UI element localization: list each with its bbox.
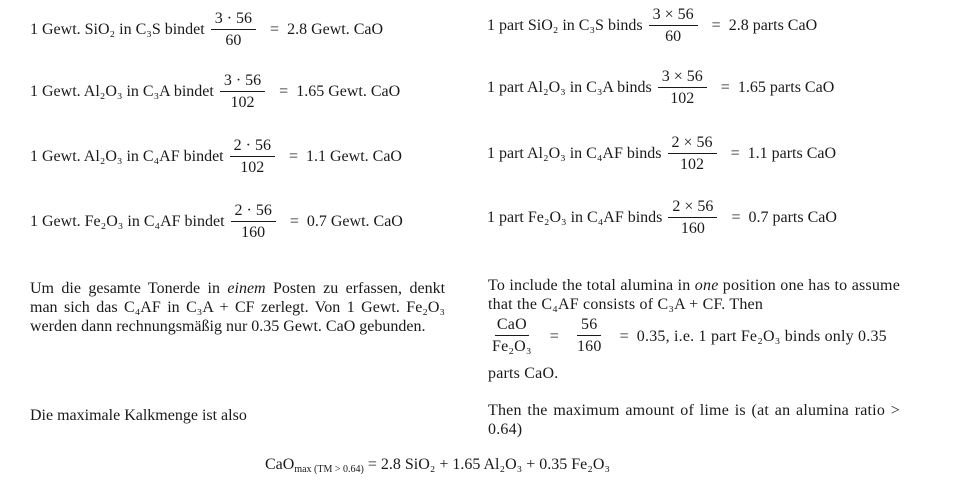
fraction: [649, 6, 698, 46]
paragraph-intro: [488, 276, 900, 314]
fraction-numerator: 2 · 56: [230, 137, 275, 157]
equals-sign: =: [288, 148, 298, 165]
equals-sign: =: [720, 79, 730, 96]
equation-lhs: 1 Gewt. Fe₂O₃ in C₄AF bindet: [30, 213, 225, 230]
paragraph-text-start: Um die gesamte Tonerde in: [30, 280, 228, 297]
equals-sign: =: [711, 17, 721, 34]
equation-lhs: 1 part Al₂O₃ in C₃A binds: [487, 79, 652, 96]
fraction: [211, 10, 256, 50]
fraction-numerator: 2 × 56: [668, 198, 717, 218]
paragraph-last-line: parts CaO.: [488, 365, 559, 382]
equals-sign: =: [731, 209, 741, 226]
equation-result: 1.65 Gewt. CaO: [296, 83, 401, 100]
equation-result: 2.8 parts CaO: [728, 17, 818, 34]
equals-sign: =: [279, 83, 289, 100]
en-max-statement: Then the maximum amount of lime is (at an alumina ratio > 0.64): [488, 402, 900, 438]
equation-result: 1.1 parts CaO: [747, 145, 837, 162]
fraction-denominator: 102: [670, 90, 695, 107]
paragraph-text-start: To include the total alumina in: [488, 277, 695, 294]
fraction-denominator: 160: [680, 220, 705, 237]
fraction-denominator: 60: [225, 32, 242, 49]
paragraph-text-rest: Posten zu erfassen, denkt man sich das C₄AF in C₃A + CF zerlegt. Von 1 Gewt. Fe₂O₃ werden dann rechnungsmäßig nur 0.35 Gewt. CaO gebunden.: [30, 280, 446, 335]
de-equation-3: [30, 137, 402, 177]
en-equation-4: [487, 198, 837, 238]
en-equation-3: [487, 134, 836, 174]
emphasis-word: einem: [227, 280, 266, 297]
fraction: [668, 134, 717, 174]
fraction: [488, 316, 536, 356]
fraction: [658, 68, 707, 108]
final-formula: [265, 456, 610, 474]
fraction-numerator: 3 × 56: [658, 68, 707, 88]
ratio-tail-text: 0.35, i.e. 1 part Fe₂O₃ binds only 0.35: [636, 327, 887, 345]
fraction-denominator: 160: [576, 338, 602, 355]
equals-sign: =: [730, 145, 740, 162]
fraction-numerator: 2 × 56: [668, 134, 717, 154]
emphasis-word: one: [694, 277, 719, 294]
en-equation-1: [487, 6, 817, 46]
fraction-numerator: 3 · 56: [211, 10, 256, 30]
equation-lhs: 1 Gewt. Al₂O₃ in C₃A bindet: [30, 83, 214, 100]
equation-lhs: 1 part SiO₂ in C₃S binds: [487, 17, 643, 34]
equals-sign: =: [289, 213, 299, 230]
fraction: [220, 72, 265, 112]
equation-lhs: 1 part Fe₂O₃ in C₄AF binds: [487, 209, 663, 226]
equation-result: 2.8 Gewt. CaO: [287, 21, 384, 38]
formula-lhs-subscript: max (TM > 0.64): [294, 464, 364, 475]
equals-sign: =: [549, 327, 559, 345]
equation-lhs: 1 Gewt. Al₂O₃ in C₄AF bindet: [30, 148, 224, 165]
fraction-denominator: 160: [241, 224, 266, 241]
equation-result: 0.7 parts CaO: [748, 209, 837, 226]
de-paragraph: [30, 279, 445, 336]
equals-sign: =: [619, 327, 629, 345]
paragraph-text-rest: position one has to assume that the C₄AF consists of C₃A + CF. Then: [488, 277, 900, 313]
de-equation-2: [30, 72, 400, 112]
fraction-denominator: 102: [240, 159, 265, 176]
ratio-equation: [488, 316, 900, 356]
equation-result: 0.7 Gewt. CaO: [306, 213, 403, 230]
fraction: [668, 198, 717, 238]
fraction-denominator: Fe₂O₃: [492, 338, 532, 355]
fraction-numerator: CaO: [495, 316, 529, 336]
fraction: [231, 202, 276, 242]
formula-rhs: = 2.8 SiO₂ + 1.65 Al₂O₃ + 0.35 Fe₂O₃: [363, 456, 610, 473]
fraction-numerator: 3 × 56: [649, 6, 698, 26]
fraction-denominator: 60: [665, 28, 682, 45]
de-equation-1: [30, 10, 383, 50]
fraction-numerator: 3 · 56: [220, 72, 265, 92]
en-paragraph: [488, 276, 900, 383]
de-equation-4: [30, 202, 403, 242]
formula-lhs: CaO: [265, 456, 295, 473]
equation-lhs: 1 Gewt. SiO₂ in C₃S bindet: [30, 21, 205, 38]
fraction-numerator: 2 · 56: [231, 202, 276, 222]
fraction: [230, 137, 275, 177]
equation-lhs: 1 part Al₂O₃ in C₄AF binds: [487, 145, 662, 162]
fraction-denominator: 102: [680, 156, 705, 173]
equation-result: 1.65 parts CaO: [737, 79, 835, 96]
fraction: [573, 316, 606, 356]
de-max-statement: Die maximale Kalkmenge ist also: [30, 407, 247, 424]
equation-result: 1.1 Gewt. CaO: [305, 148, 402, 165]
fraction-numerator: 56: [577, 316, 601, 336]
en-equation-2: [487, 68, 834, 108]
fraction-denominator: 102: [230, 94, 255, 111]
equals-sign: =: [270, 21, 280, 38]
